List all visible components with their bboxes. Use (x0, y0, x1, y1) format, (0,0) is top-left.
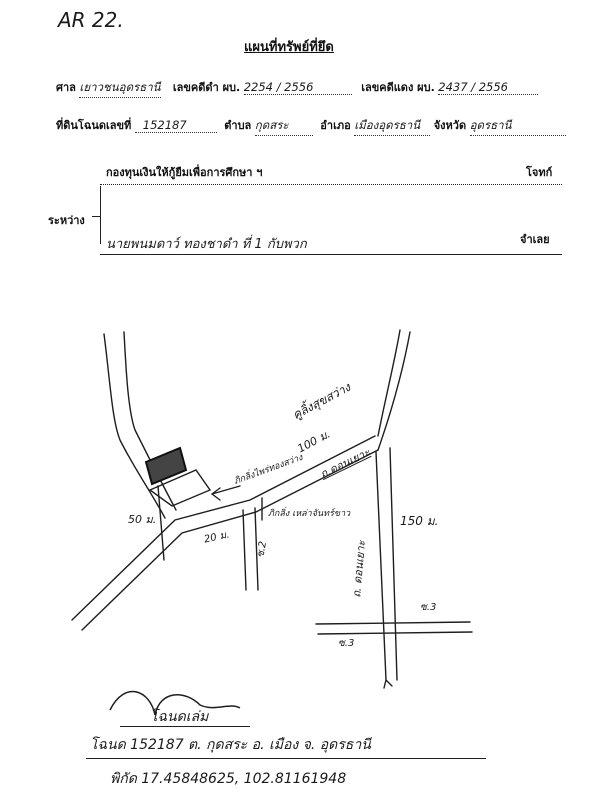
footer-coords-line: พิกัด 17.45848625, 102.81161948 (110, 771, 347, 787)
plaintiff-name: กองทุนเงินให้กู้ยืมเพื่อการศึกษา ฯ (106, 166, 263, 179)
black-case-no: 2254 / 2556 (244, 80, 352, 95)
footer-map-caption: โฉนดเล่ม (150, 709, 209, 725)
arrow-head (212, 488, 220, 500)
case-row (56, 78, 538, 98)
top-right-road-1 (378, 330, 400, 436)
black-case-label: เลขคดีดำ ผบ. (172, 81, 241, 94)
map-label-soi3: ซ.3 (420, 602, 437, 613)
district: เมืองอุดรธานี (354, 117, 430, 136)
page-title: แผนที่ทรัพย์ที่ยึด (244, 40, 334, 55)
top-right-road-2 (378, 332, 410, 450)
map-label-dist-left: 50 ม. (128, 513, 157, 526)
bracket-mid (92, 216, 100, 217)
red-case-label: เลขคดีแดง ผบ. (361, 81, 435, 94)
court-label: ศาล (56, 81, 76, 94)
between-label: ระหว่าง (48, 214, 85, 227)
district-label: อำเภอ (320, 119, 351, 132)
map-label-road-vertical: ถ. ดอนเยาะ (350, 539, 369, 599)
plaintiff-underline (100, 184, 562, 185)
right-road-2 (390, 448, 397, 680)
province: อุดรธานี (470, 117, 566, 136)
footer-deed-line: โฉนด 152187 ต. กุดสระ อ. เมือง จ. อุดรธานี (90, 737, 371, 753)
deed-no: 152187 (135, 118, 217, 133)
deed-label: ที่ดินโฉนดเลขที่ (56, 119, 132, 132)
map-label-road-main: คูลิ้งสุขสว่าง (290, 379, 353, 423)
plot-boundary (150, 470, 210, 506)
left-road-edge-1 (104, 334, 165, 518)
hatched-plot (146, 448, 186, 484)
defendant-role: จำเลย (520, 233, 550, 246)
map-label-house2: ภิกลิ่ง เหล่าจันทร์ขาว (268, 509, 351, 519)
subdistrict: กุดสระ (255, 117, 313, 136)
pointer-line (158, 486, 164, 560)
corner-code: AR 22. (58, 8, 124, 32)
map-label-dist-small: 20 ม. (203, 529, 231, 546)
soi2-road-1 (243, 510, 246, 590)
defendant-name: นายพนมดาว์ ทองชาดำ ที่ 1 กับพวก (106, 237, 307, 252)
map-label-soi3b: ซ.3 (338, 638, 355, 649)
map-label-dist-150: 150 ม. (400, 514, 439, 528)
red-case-no: 2437 / 2556 (438, 80, 538, 95)
left-road-edge-2 (124, 332, 176, 510)
right-road-1 (376, 452, 386, 680)
map-label-road-side: ถ.ดอนเยาะ (318, 445, 373, 482)
map-label-dist-100: 100 ม. (295, 427, 333, 456)
defendant-underline (100, 254, 562, 255)
province-label: จังหวัด (433, 119, 467, 132)
caption-underline (120, 726, 250, 727)
bracket (100, 186, 101, 244)
subdistrict-label: ตำบล (224, 119, 252, 132)
deed-line-underline (86, 758, 486, 759)
map-label-soi2: ซ.2 (255, 540, 269, 559)
soi3-road-1 (316, 622, 470, 624)
down-arrow (384, 680, 392, 688)
soi3-road-2 (318, 632, 472, 634)
map-label-house1: ภิกลิ่งไพร่ทองสว่าง (232, 452, 305, 488)
deed-row (56, 116, 566, 136)
court-name: เยาวชนอุดรธานี (79, 79, 161, 98)
plaintiff-role: โจทก์ (526, 166, 553, 179)
